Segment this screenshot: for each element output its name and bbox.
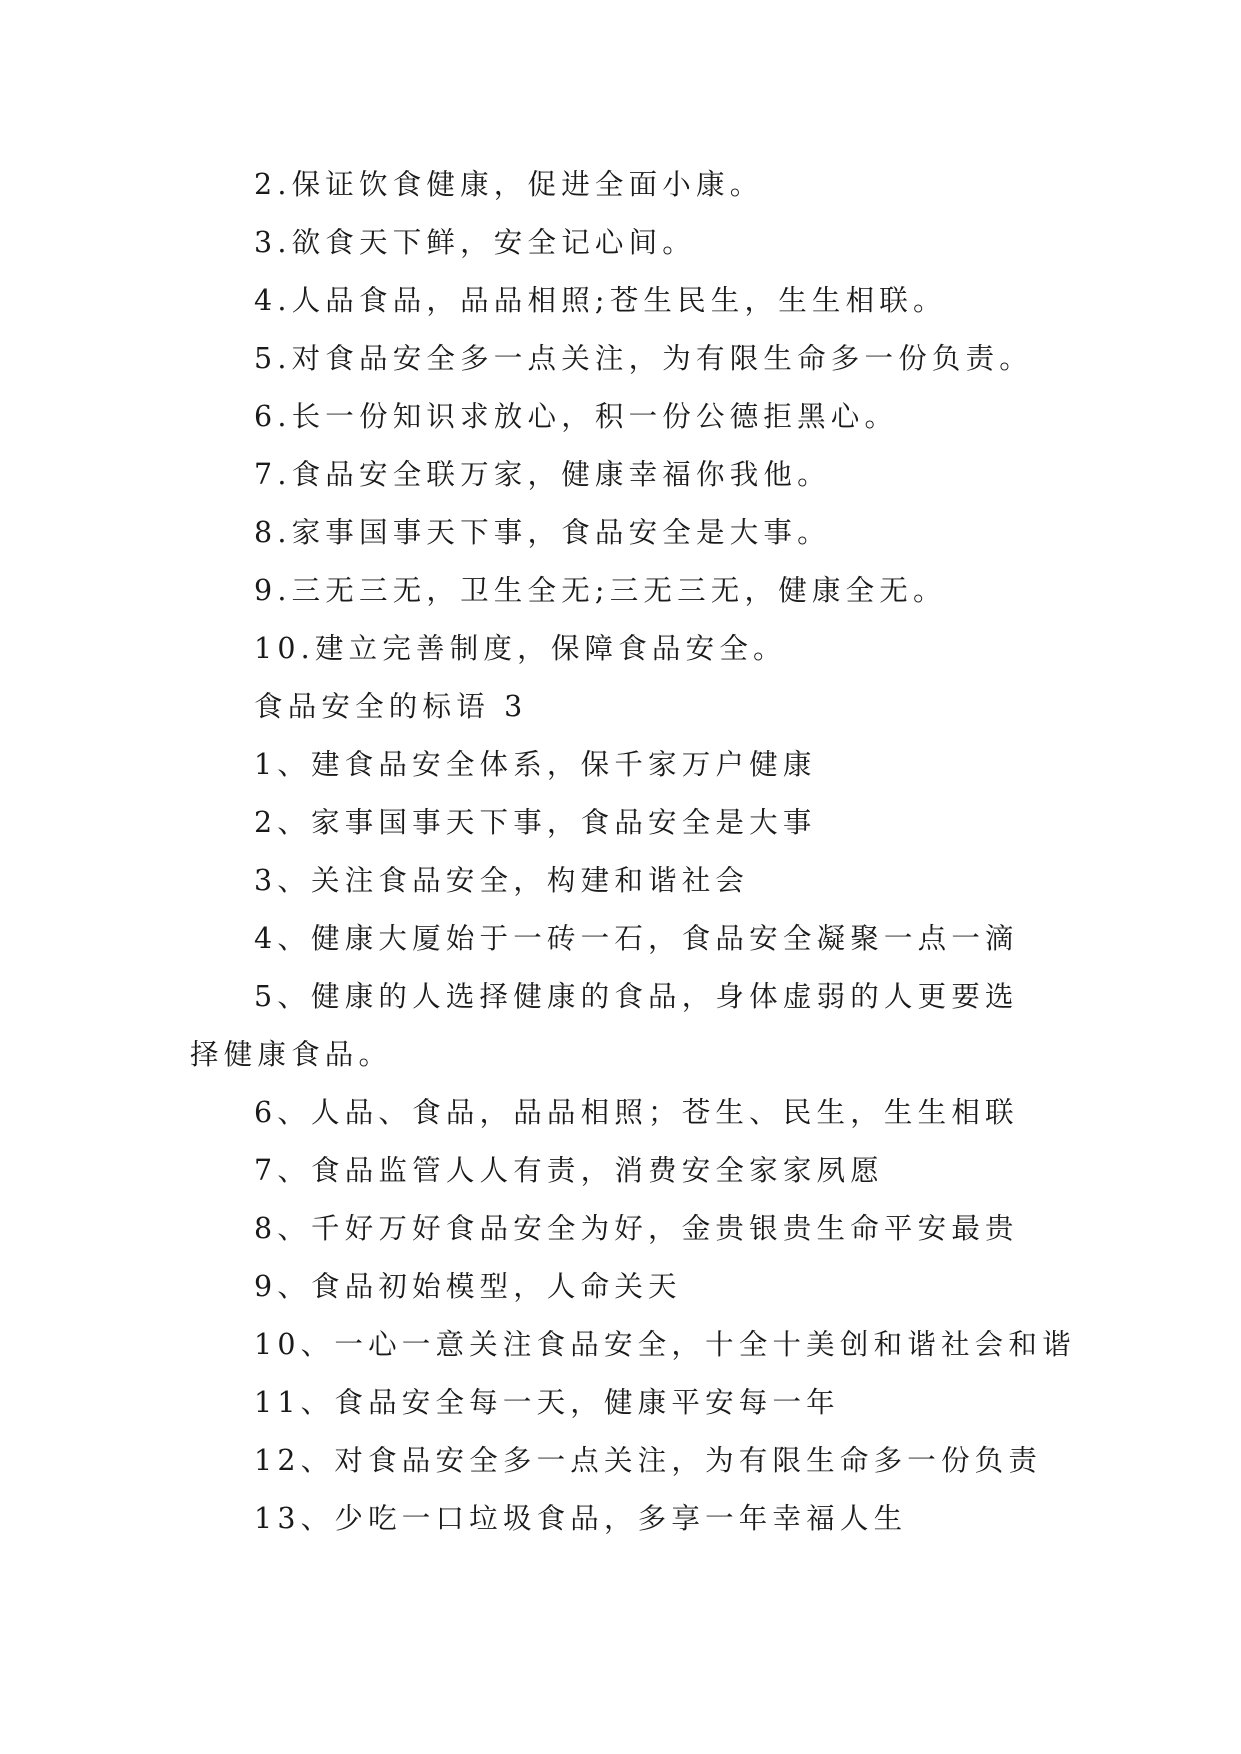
slogan-line: 5、健康的人选择健康的食品，身体虚弱的人更要选择健康食品。 bbox=[190, 980, 1019, 1071]
slogan-line: 6、人品、食品，品品相照；苍生、民生，生生相联 bbox=[254, 1096, 1019, 1129]
slogan-line: 10.建立完善制度，保障食品安全。 bbox=[254, 632, 787, 665]
slogan-line: 8.家事国事天下事，食品安全是大事。 bbox=[254, 516, 831, 549]
slogan-line: 4、健康大厦始于一砖一石，食品安全凝聚一点一滴 bbox=[254, 922, 1019, 955]
slogan-line: 11、食品安全每一天，健康平安每一年 bbox=[254, 1386, 840, 1419]
slogan-line: 9.三无三无，卫生全无;三无三无，健康全无。 bbox=[254, 574, 947, 607]
slogan-line: 12、对食品安全多一点关注，为有限生命多一份负责 bbox=[254, 1444, 1043, 1477]
slogan-line: 3、关注食品安全，构建和谐社会 bbox=[254, 864, 750, 897]
slogan-line: 4.人品食品，品品相照;苍生民生，生生相联。 bbox=[254, 284, 947, 317]
slogan-line: 7、食品监管人人有责，消费安全家家夙愿 bbox=[254, 1154, 884, 1187]
slogan-line: 7.食品安全联万家，健康幸福你我他。 bbox=[254, 458, 831, 491]
slogan-line: 13、少吃一口垃圾食品，多享一年幸福人生 bbox=[254, 1502, 908, 1535]
slogan-line: 6.长一份知识求放心，积一份公德拒黑心。 bbox=[254, 400, 899, 433]
slogan-line: 8、千好万好食品安全为好，金贵银贵生命平安最贵 bbox=[254, 1212, 1019, 1245]
slogan-line: 1、建食品安全体系，保千家万户健康 bbox=[254, 748, 817, 781]
slogan-line: 3.欲食天下鲜，安全记心间。 bbox=[254, 226, 696, 259]
slogan-line: 2、家事国事天下事，食品安全是大事 bbox=[254, 806, 817, 839]
slogan-line: 10、一心一意关注食品安全，十全十美创和谐社会和谐 bbox=[254, 1328, 1076, 1361]
slogan-line: 9、食品初始模型，人命关天 bbox=[254, 1270, 682, 1303]
slogan-line: 5.对食品安全多一点关注，为有限生命多一份负责。 bbox=[254, 342, 1033, 375]
document-body bbox=[190, 156, 1076, 1548]
slogan-line: 2.保证饮食健康，促进全面小康。 bbox=[254, 168, 764, 201]
section-heading: 食品安全的标语 3 bbox=[254, 690, 528, 723]
